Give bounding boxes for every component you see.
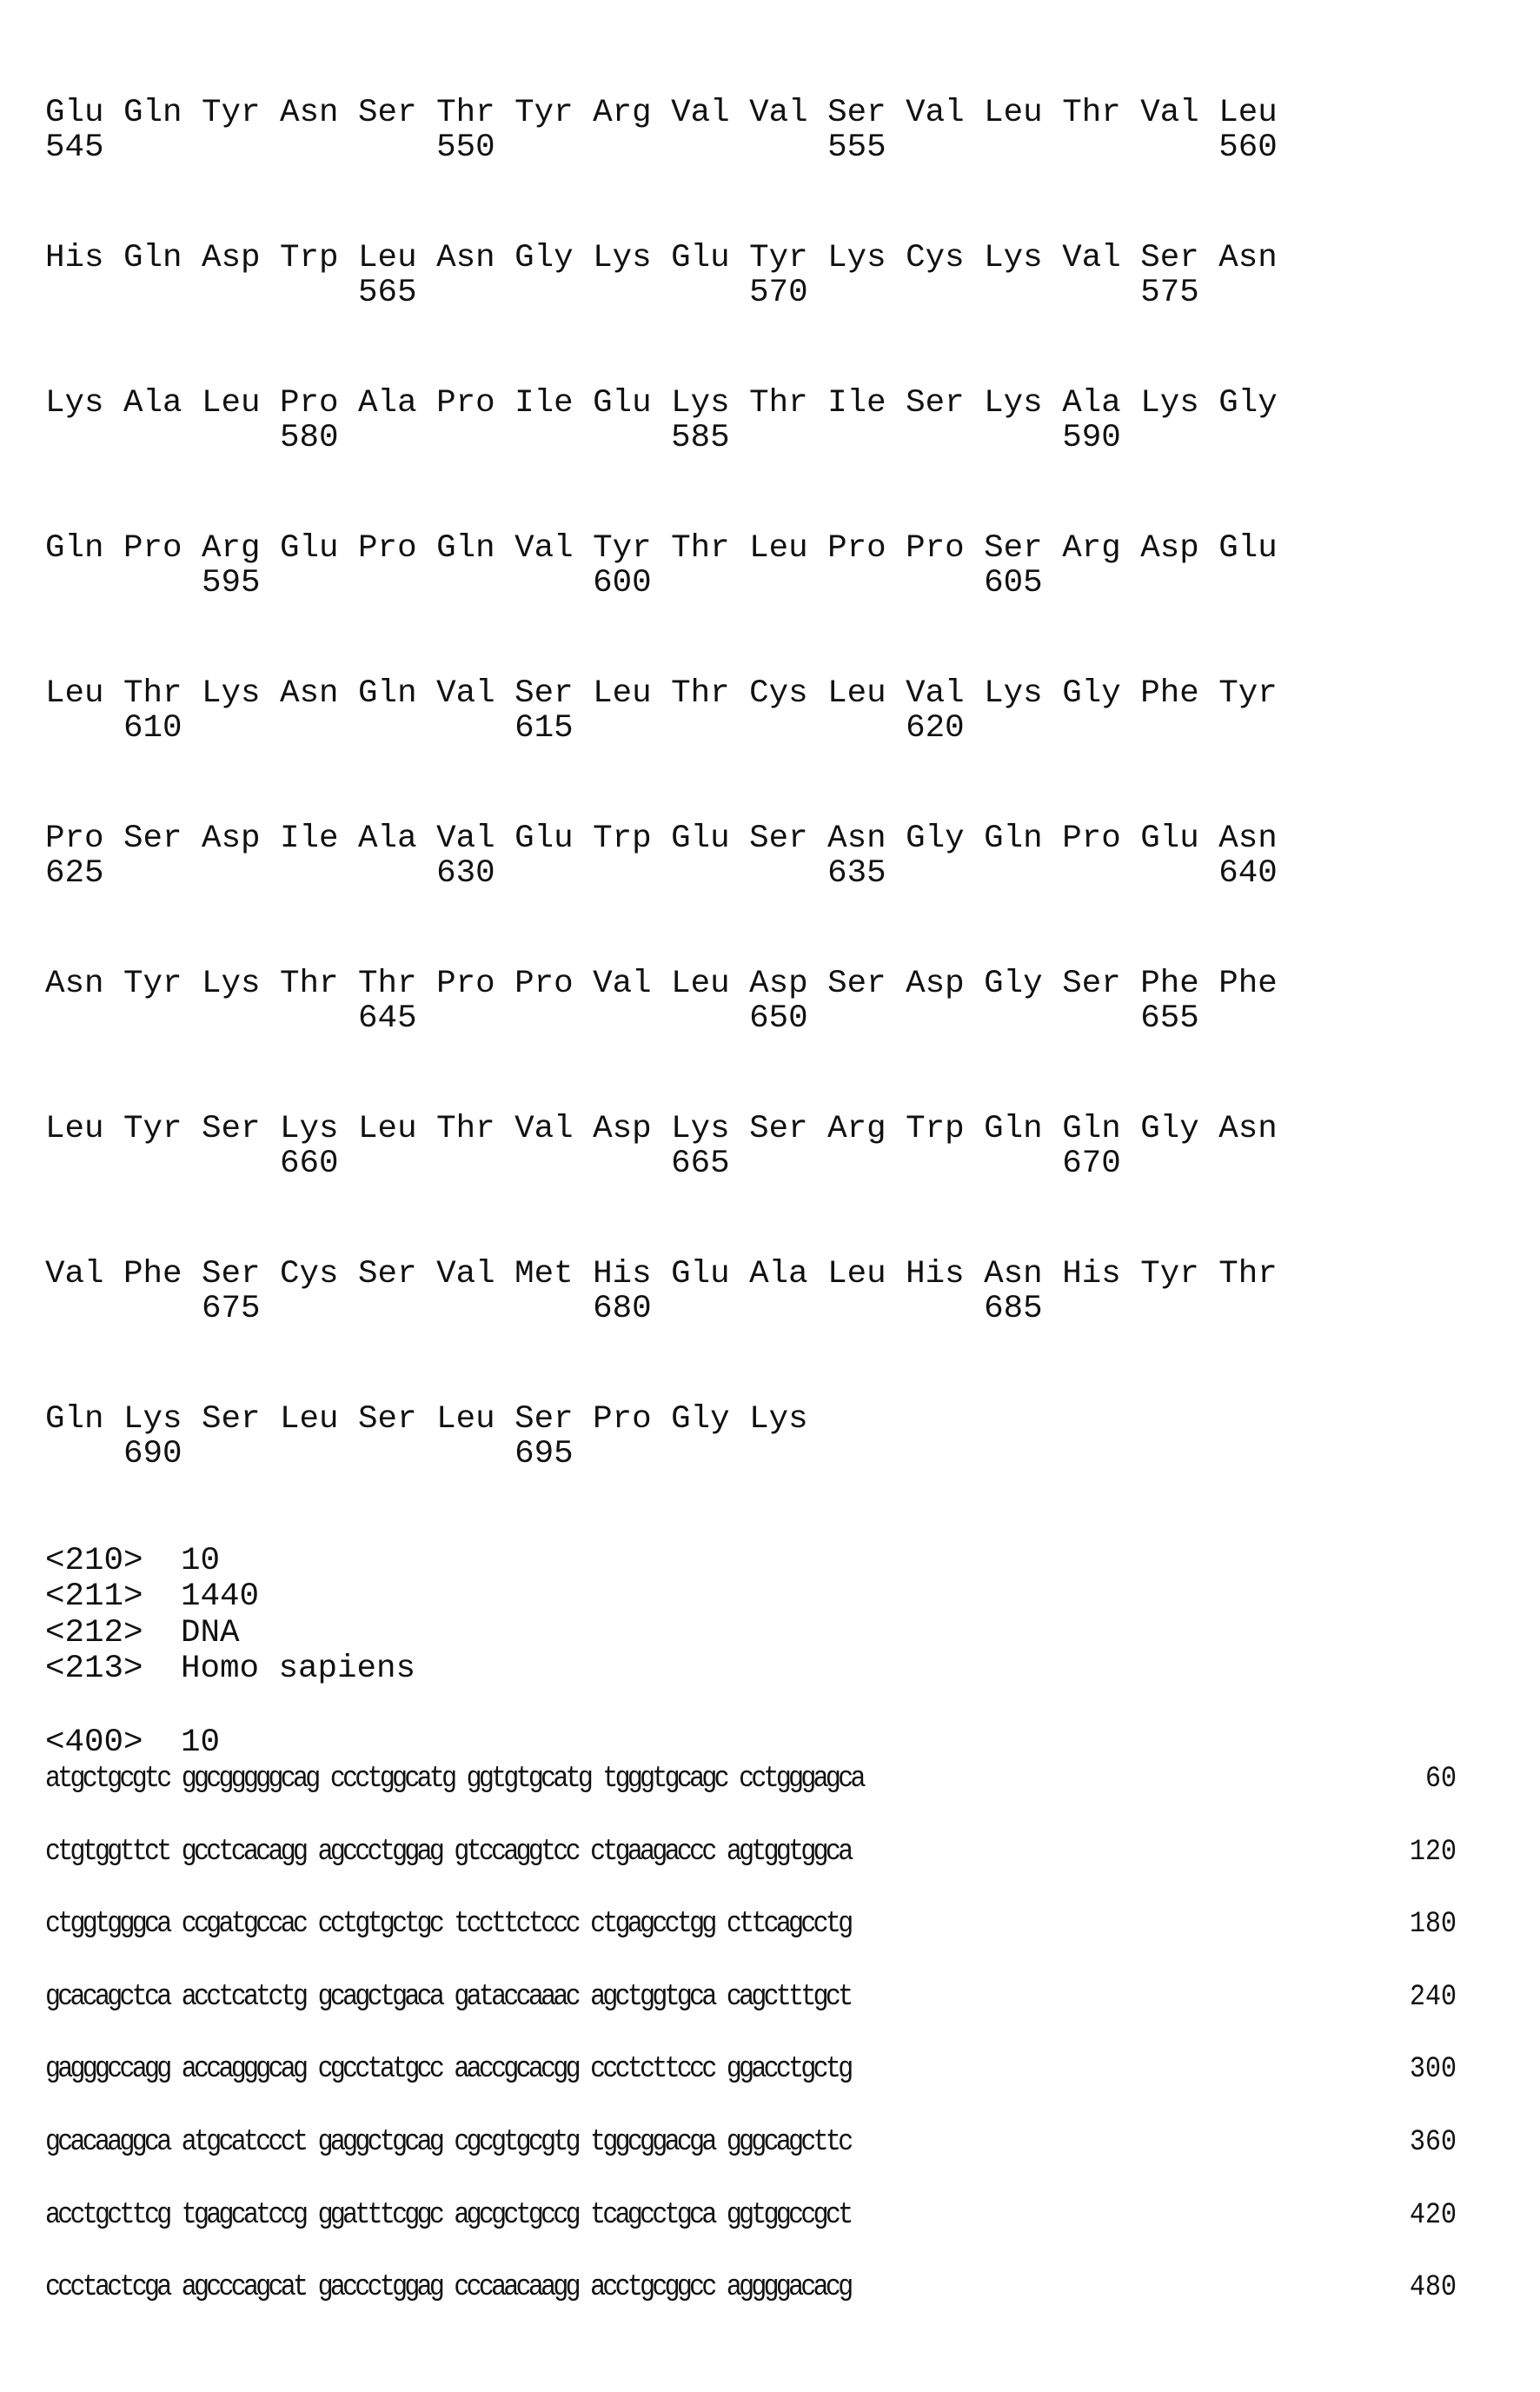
dna-position-number: 60	[1425, 1759, 1457, 1799]
protein-residue-row: Asn Tyr Lys Thr Thr Pro Pro Val Leu Asp Ser Asp Gly Ser Phe Phe	[45, 967, 1278, 1001]
protein-residue-row: Gln Pro Arg Glu Pro Gln Val Tyr Thr Leu Pro Pro Ser Arg Asp Glu	[45, 531, 1278, 566]
protein-residue-row: Glu Gln Tyr Asn Ser Thr Tyr Arg Val Val Ser Val Leu Thr Val Leu	[45, 96, 1278, 130]
sequence-field-value: Homo sapiens	[181, 1651, 415, 1686]
protein-residue-row: Gln Lys Ser Leu Ser Leu Ser Pro Gly Lys	[45, 1402, 808, 1437]
dna-position-number: 180	[1410, 1904, 1457, 1944]
dna-position-number: 300	[1410, 2050, 1457, 2090]
sequence-field-tag: <213>	[45, 1651, 143, 1686]
residue-number-row: 595 600 605	[45, 566, 1043, 601]
sequence-field-tag: <211>	[45, 1579, 143, 1614]
sequence-field-value: 1440	[181, 1579, 259, 1614]
dna-position-number: 360	[1410, 2123, 1457, 2163]
dna-position-number: 120	[1410, 1832, 1457, 1872]
dna-sequence-row: ctggtgggca ccgatgccac cctgtgctgc tccttctccc ctgagcctgg cttcagcctg	[45, 1904, 850, 1944]
residue-number-row: 660 665 670	[45, 1146, 1121, 1181]
protein-residue-row: His Gln Asp Trp Leu Asn Gly Lys Glu Tyr Lys Cys Lys Val Ser Asn	[45, 241, 1278, 276]
dna-sequence-row: ccctactcga agcccagcat gaccctggag cccaacaagg acctgcggcc aggggacacg	[45, 2268, 850, 2308]
dna-sequence-row: acctgcttcg tgagcatccg ggatttcggc agcgctgccg tcagcctgca ggtggccgct	[45, 2196, 850, 2236]
protein-residue-row: Pro Ser Asp Ile Ala Val Glu Trp Glu Ser Asn Gly Gln Pro Glu Asn	[45, 821, 1278, 856]
dna-sequence-row: gcacaaggca atgcatccct gaggctgcag cgcgtgcgtg tggcggacga gggcagcttc	[45, 2123, 850, 2163]
residue-number-row: 675 680 685	[45, 1292, 1043, 1326]
residue-number-row: 545 550 555 560	[45, 130, 1278, 165]
sequence-field-tag: <212>	[45, 1616, 143, 1651]
sequence-field-tag: <400>	[45, 1725, 143, 1760]
protein-residue-row: Val Phe Ser Cys Ser Val Met His Glu Ala Leu His Asn His Tyr Thr	[45, 1257, 1278, 1292]
dna-sequence-row: ctgtggttct gcctcacagg agccctggag gtccaggtcc ctgaagaccc agtggtggca	[45, 1832, 850, 1872]
residue-number-row: 690 695	[45, 1437, 574, 1472]
sequence-field-value: 10	[181, 1544, 220, 1578]
sequence-field-value: DNA	[181, 1616, 240, 1651]
dna-sequence-row: atgctgcgtc ggcgggggcag ccctggcatg ggtgtgcatg tgggtgcagc cctgggagca	[45, 1759, 863, 1799]
dna-sequence-row: gcacagctca acctcatctg gcagctgaca gataccaaac agctggtgca cagctttgct	[45, 1977, 850, 2017]
dna-position-number: 240	[1410, 1977, 1457, 2017]
dna-sequence-row: gagggccagg accagggcag cgcctatgcc aaccgcacgg ccctcttccc ggacctgctg	[45, 2050, 850, 2090]
dna-position-number: 480	[1410, 2268, 1457, 2308]
residue-number-row: 610 615 620	[45, 711, 965, 746]
protein-residue-row: Lys Ala Leu Pro Ala Pro Ile Glu Lys Thr Ile Ser Lys Ala Lys Gly	[45, 386, 1278, 421]
residue-number-row: 565 570 575	[45, 276, 1199, 310]
residue-number-row: 580 585 590	[45, 421, 1121, 455]
sequence-field-tag: <210>	[45, 1544, 143, 1578]
sequence-field-value: 10	[181, 1725, 220, 1760]
protein-residue-row: Leu Tyr Ser Lys Leu Thr Val Asp Lys Ser Arg Trp Gln Gln Gly Asn	[45, 1112, 1278, 1146]
dna-position-number: 420	[1410, 2196, 1457, 2236]
residue-number-row: 645 650 655	[45, 1001, 1199, 1036]
residue-number-row: 625 630 635 640	[45, 856, 1278, 891]
protein-residue-row: Leu Thr Lys Asn Gln Val Ser Leu Thr Cys Leu Val Lys Gly Phe Tyr	[45, 676, 1278, 711]
